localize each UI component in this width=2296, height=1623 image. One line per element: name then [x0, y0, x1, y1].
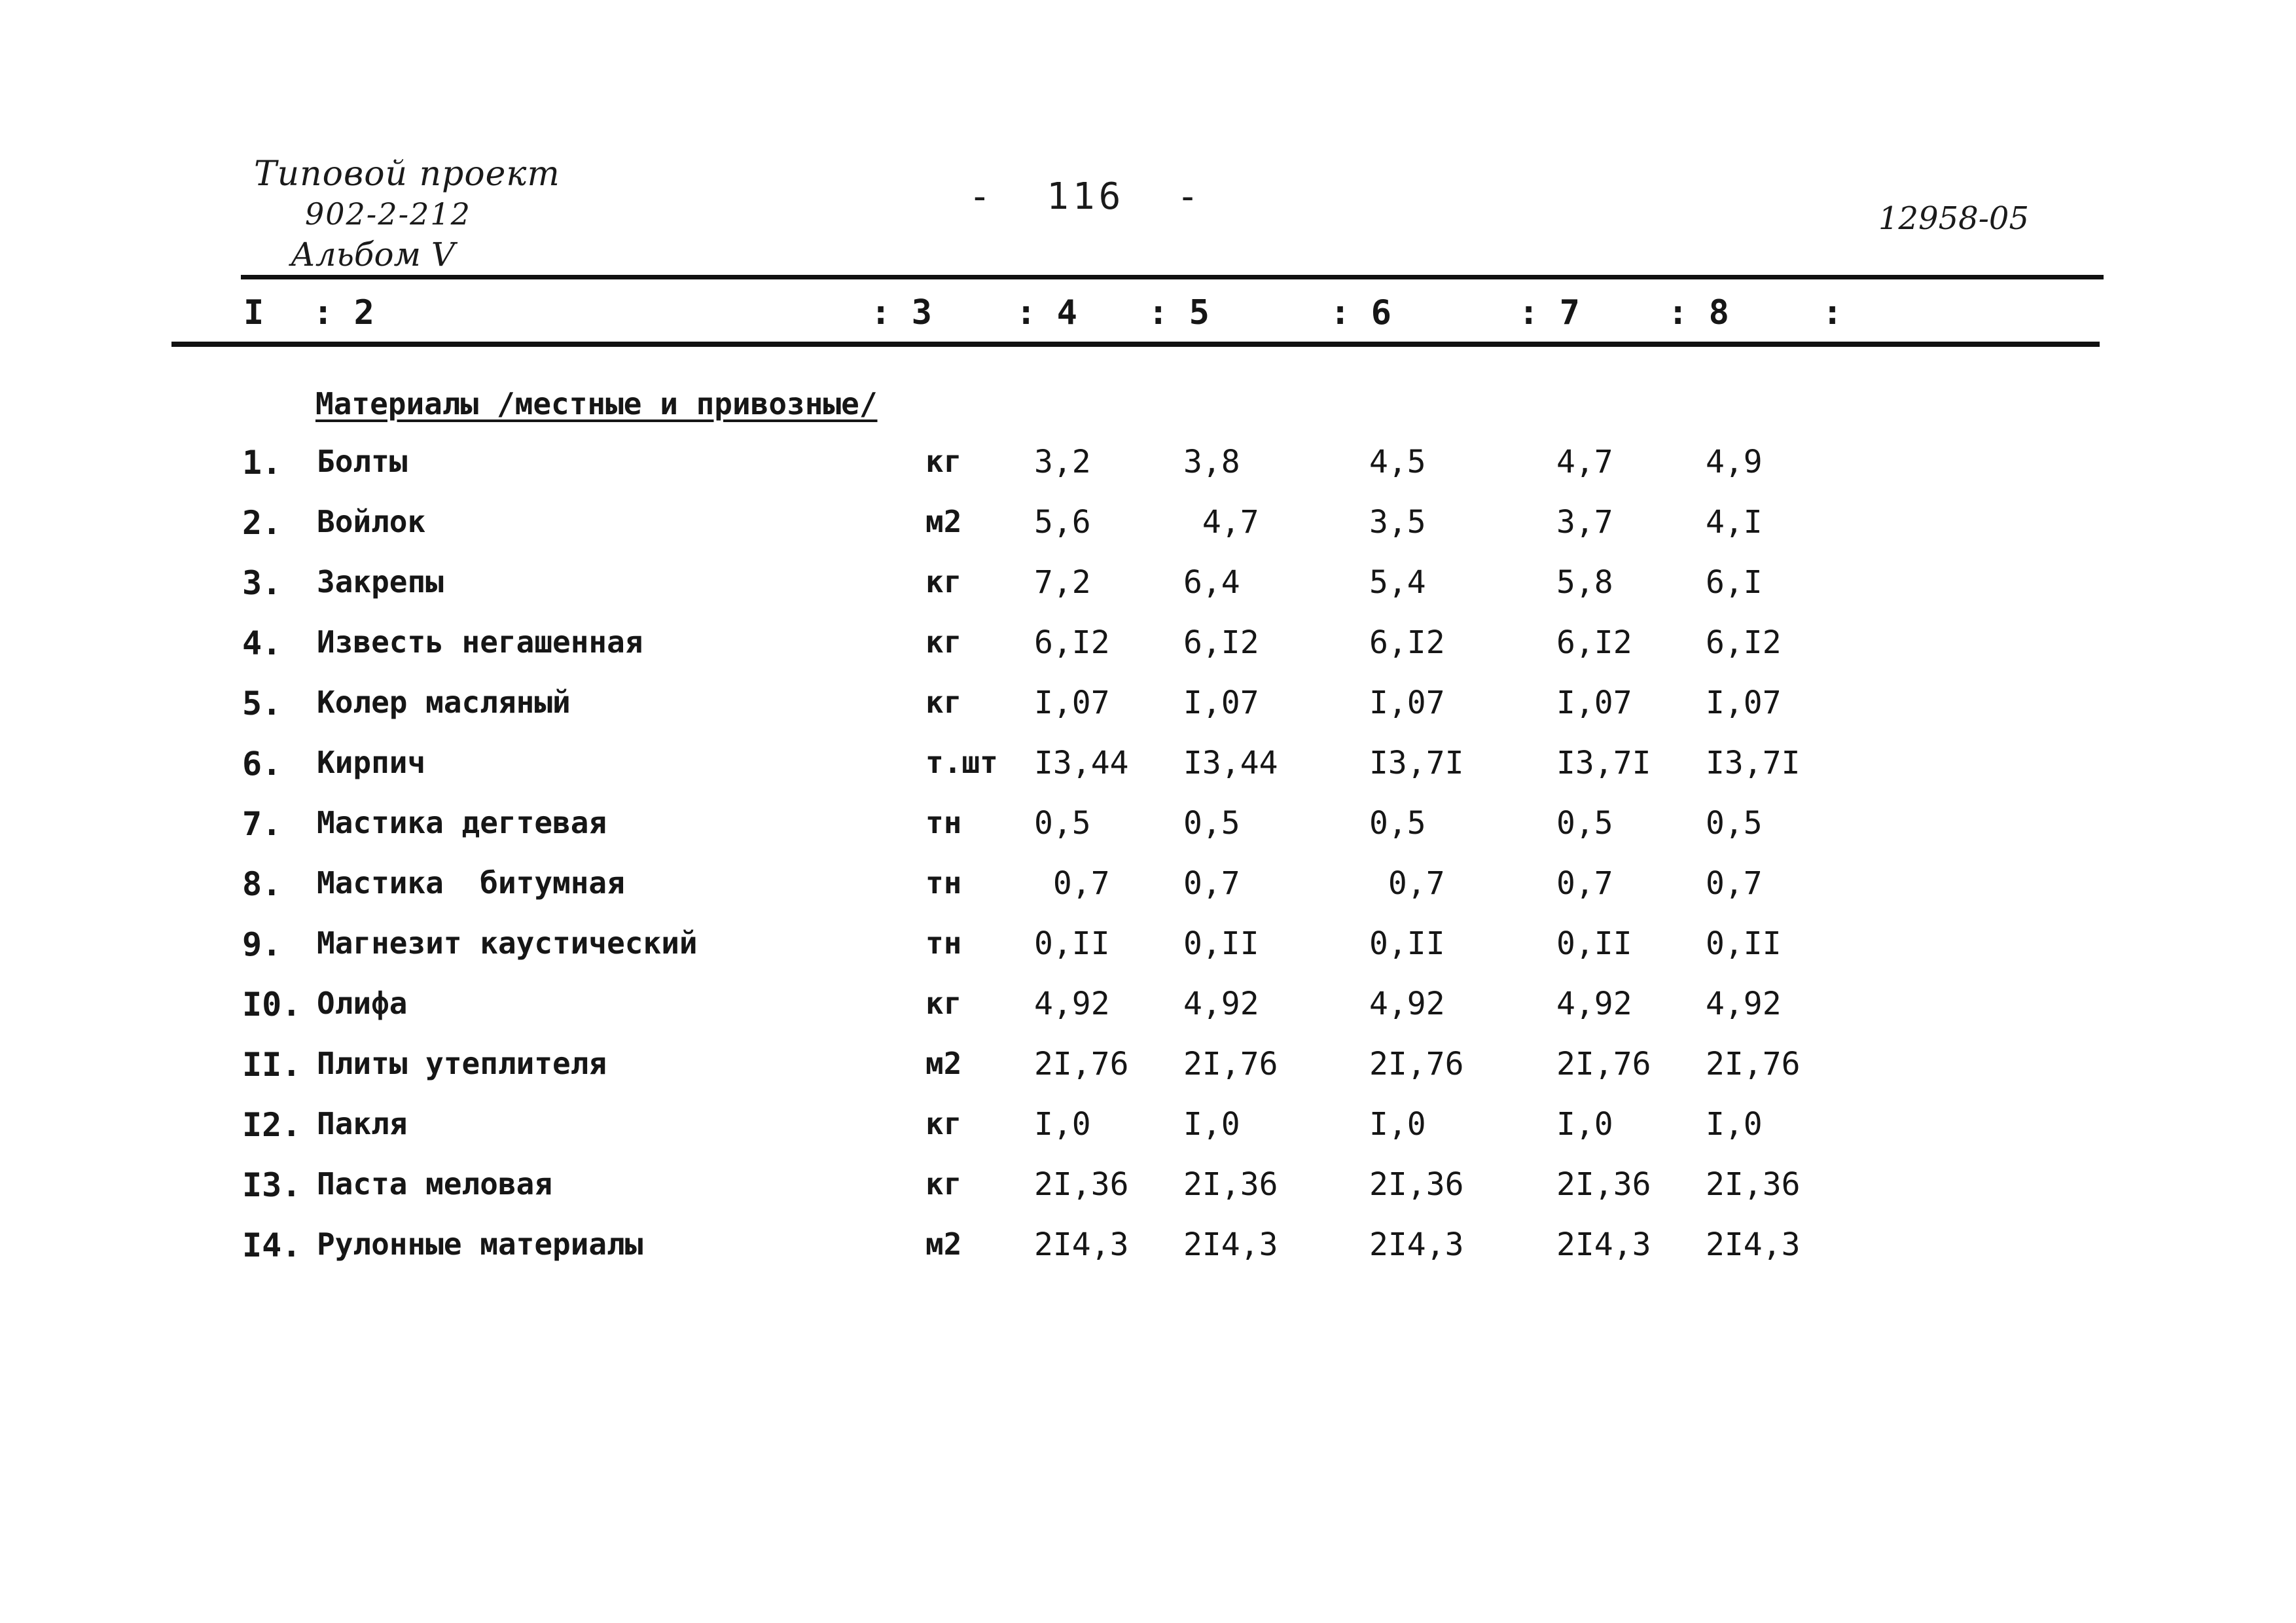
- value-col-6: 0,5: [1369, 805, 1426, 842]
- unit: тн: [925, 925, 962, 961]
- column-header-1: I: [243, 293, 264, 332]
- row-number: 4.: [242, 624, 282, 662]
- value-col-8: 4,9: [1706, 444, 1763, 480]
- material-name: Рулонные материалы: [317, 1226, 643, 1262]
- value-col-7: 5,8: [1556, 564, 1613, 601]
- table-row: [0, 624, 2296, 683]
- value-col-8: 4,I: [1706, 504, 1763, 541]
- value-col-4: 5,6: [1034, 504, 1091, 541]
- material-name: Войлок: [317, 504, 426, 539]
- unit: кг: [925, 1106, 962, 1141]
- material-name: Кирпич: [317, 745, 426, 780]
- project-title: Типовой проект: [254, 154, 560, 194]
- value-col-8: 0,II: [1706, 925, 1782, 962]
- value-col-8: 2I,36: [1706, 1166, 1801, 1203]
- value-col-5: 3,8: [1183, 444, 1240, 480]
- table-row: [0, 925, 2296, 984]
- value-col-5: I,0: [1183, 1106, 1240, 1143]
- value-col-8: I3,7I: [1706, 745, 1801, 781]
- value-col-6: I,07: [1369, 685, 1445, 721]
- section-title: Материалы /местные и привозные/: [315, 386, 878, 421]
- value-col-7: 0,7: [1556, 865, 1613, 902]
- value-col-7: 0,II: [1556, 925, 1632, 962]
- header-top-rule: [241, 275, 2104, 279]
- value-col-4: 7,2: [1034, 564, 1091, 601]
- value-col-7: 6,I2: [1556, 624, 1632, 661]
- value-col-4: 2I,76: [1034, 1046, 1129, 1082]
- value-col-8: 0,7: [1706, 865, 1763, 902]
- material-name: Пакля: [317, 1106, 408, 1141]
- material-name: Закрепы: [317, 564, 444, 599]
- value-col-5: 2I,36: [1183, 1166, 1278, 1203]
- unit: кг: [925, 564, 962, 599]
- value-col-5: 4,92: [1183, 986, 1259, 1022]
- row-number: 9.: [242, 925, 282, 963]
- unit: кг: [925, 444, 962, 479]
- value-col-6: I3,7I: [1369, 745, 1464, 781]
- value-col-7: 3,7: [1556, 504, 1613, 541]
- value-col-6: 2I4,3: [1369, 1226, 1464, 1263]
- material-name: Паста меловая: [317, 1166, 553, 1202]
- table-row: [0, 1046, 2296, 1105]
- unit: м2: [925, 504, 962, 539]
- value-col-6: I,0: [1369, 1106, 1426, 1143]
- unit: тн: [925, 805, 962, 840]
- unit: кг: [925, 685, 962, 720]
- value-col-4: I,0: [1034, 1106, 1091, 1143]
- column-header-5: : 5: [1148, 293, 1210, 332]
- value-col-6: 6,I2: [1369, 624, 1445, 661]
- value-col-5: 0,7: [1183, 865, 1240, 902]
- table-row: [0, 1166, 2296, 1225]
- value-col-6: 2I,36: [1369, 1166, 1464, 1203]
- value-col-6: 0,II: [1369, 925, 1445, 962]
- value-col-7: 2I,76: [1556, 1046, 1651, 1082]
- row-number: 5.: [242, 685, 282, 722]
- table-row: [0, 1226, 2296, 1285]
- value-col-7: 4,92: [1556, 986, 1632, 1022]
- document-code: 12958-05: [1878, 200, 2029, 237]
- value-col-4: 6,I2: [1034, 624, 1110, 661]
- material-name: Магнезит каустический: [317, 925, 698, 961]
- value-col-4: 2I,36: [1034, 1166, 1129, 1203]
- column-header-6: : 6: [1330, 293, 1391, 332]
- value-col-7: 4,7: [1556, 444, 1613, 480]
- material-name: Известь негашенная: [317, 624, 643, 660]
- unit: кг: [925, 986, 962, 1021]
- unit: кг: [925, 1166, 962, 1202]
- value-col-5: 2I,76: [1183, 1046, 1278, 1082]
- header-bottom-rule: [171, 342, 2100, 347]
- value-col-8: I,07: [1706, 685, 1782, 721]
- unit: м2: [925, 1046, 962, 1081]
- value-col-8: 2I,76: [1706, 1046, 1801, 1082]
- value-col-4: 2I4,3: [1034, 1226, 1129, 1263]
- value-col-8: 4,92: [1706, 986, 1782, 1022]
- column-header-7: : 7: [1518, 293, 1580, 332]
- table-row: [0, 865, 2296, 924]
- value-col-8: 6,I: [1706, 564, 1763, 601]
- value-col-6: 4,92: [1369, 986, 1445, 1022]
- value-col-7: 2I,36: [1556, 1166, 1651, 1203]
- table-row: [0, 745, 2296, 804]
- material-name: Мастика дегтевая: [317, 805, 607, 840]
- value-col-4: I,07: [1034, 685, 1110, 721]
- value-col-5: 0,II: [1183, 925, 1259, 962]
- table-row: [0, 685, 2296, 743]
- value-col-6: 2I,76: [1369, 1046, 1464, 1082]
- unit: кг: [925, 624, 962, 660]
- material-name: Мастика битумная: [317, 865, 625, 901]
- row-number: I4.: [242, 1226, 302, 1264]
- table-row: [0, 805, 2296, 864]
- row-number: 6.: [242, 745, 282, 783]
- value-col-5: 6,I2: [1183, 624, 1259, 661]
- table-row: [0, 444, 2296, 503]
- value-col-5: 0,5: [1183, 805, 1240, 842]
- row-number: I2.: [242, 1106, 302, 1144]
- row-number: 7.: [242, 805, 282, 843]
- row-number: 8.: [242, 865, 282, 903]
- unit: т.шт: [925, 745, 998, 780]
- value-col-6: 3,5: [1369, 504, 1426, 541]
- value-col-8: 6,I2: [1706, 624, 1782, 661]
- value-col-7: 0,5: [1556, 805, 1613, 842]
- value-col-4: I3,44: [1034, 745, 1129, 781]
- column-header-8: : 8: [1668, 293, 1729, 332]
- value-col-4: 4,92: [1034, 986, 1110, 1022]
- value-col-5: I,07: [1183, 685, 1259, 721]
- page-number: - 116 -: [969, 175, 1203, 218]
- table-row: [0, 986, 2296, 1044]
- value-col-4: 0,II: [1034, 925, 1110, 962]
- value-col-7: I,0: [1556, 1106, 1613, 1143]
- row-number: 2.: [242, 504, 282, 542]
- material-name: Олифа: [317, 986, 408, 1021]
- value-col-5: 4,7: [1183, 504, 1259, 541]
- table-row: [0, 564, 2296, 623]
- column-header-4: : 4: [1016, 293, 1077, 332]
- material-name: Плиты утеплителя: [317, 1046, 607, 1081]
- value-col-8: 2I4,3: [1706, 1226, 1801, 1263]
- value-col-4: 3,2: [1034, 444, 1091, 480]
- unit: м2: [925, 1226, 962, 1262]
- project-number: 902-2-212: [305, 196, 471, 232]
- row-number: 1.: [242, 444, 282, 482]
- material-name: Колер масляный: [317, 685, 571, 720]
- unit: тн: [925, 865, 962, 901]
- value-col-6: 0,7: [1369, 865, 1445, 902]
- album-label: Альбом V: [291, 236, 456, 274]
- column-header-end: :: [1822, 293, 1843, 332]
- table-row: [0, 504, 2296, 563]
- row-number: II.: [242, 1046, 302, 1084]
- value-col-8: I,0: [1706, 1106, 1763, 1143]
- value-col-4: 0,7: [1034, 865, 1110, 902]
- material-name: Болты: [317, 444, 408, 479]
- row-number: I0.: [242, 986, 302, 1024]
- value-col-6: 5,4: [1369, 564, 1426, 601]
- column-header-2: : 2: [313, 293, 374, 332]
- value-col-7: I,07: [1556, 685, 1632, 721]
- value-col-6: 4,5: [1369, 444, 1426, 480]
- value-col-5: I3,44: [1183, 745, 1278, 781]
- value-col-7: I3,7I: [1556, 745, 1651, 781]
- row-number: 3.: [242, 564, 282, 602]
- row-number: I3.: [242, 1166, 302, 1204]
- table-row: [0, 1106, 2296, 1165]
- value-col-4: 0,5: [1034, 805, 1091, 842]
- value-col-5: 2I4,3: [1183, 1226, 1278, 1263]
- value-col-5: 6,4: [1183, 564, 1240, 601]
- value-col-8: 0,5: [1706, 805, 1763, 842]
- value-col-7: 2I4,3: [1556, 1226, 1651, 1263]
- column-header-3: : 3: [870, 293, 932, 332]
